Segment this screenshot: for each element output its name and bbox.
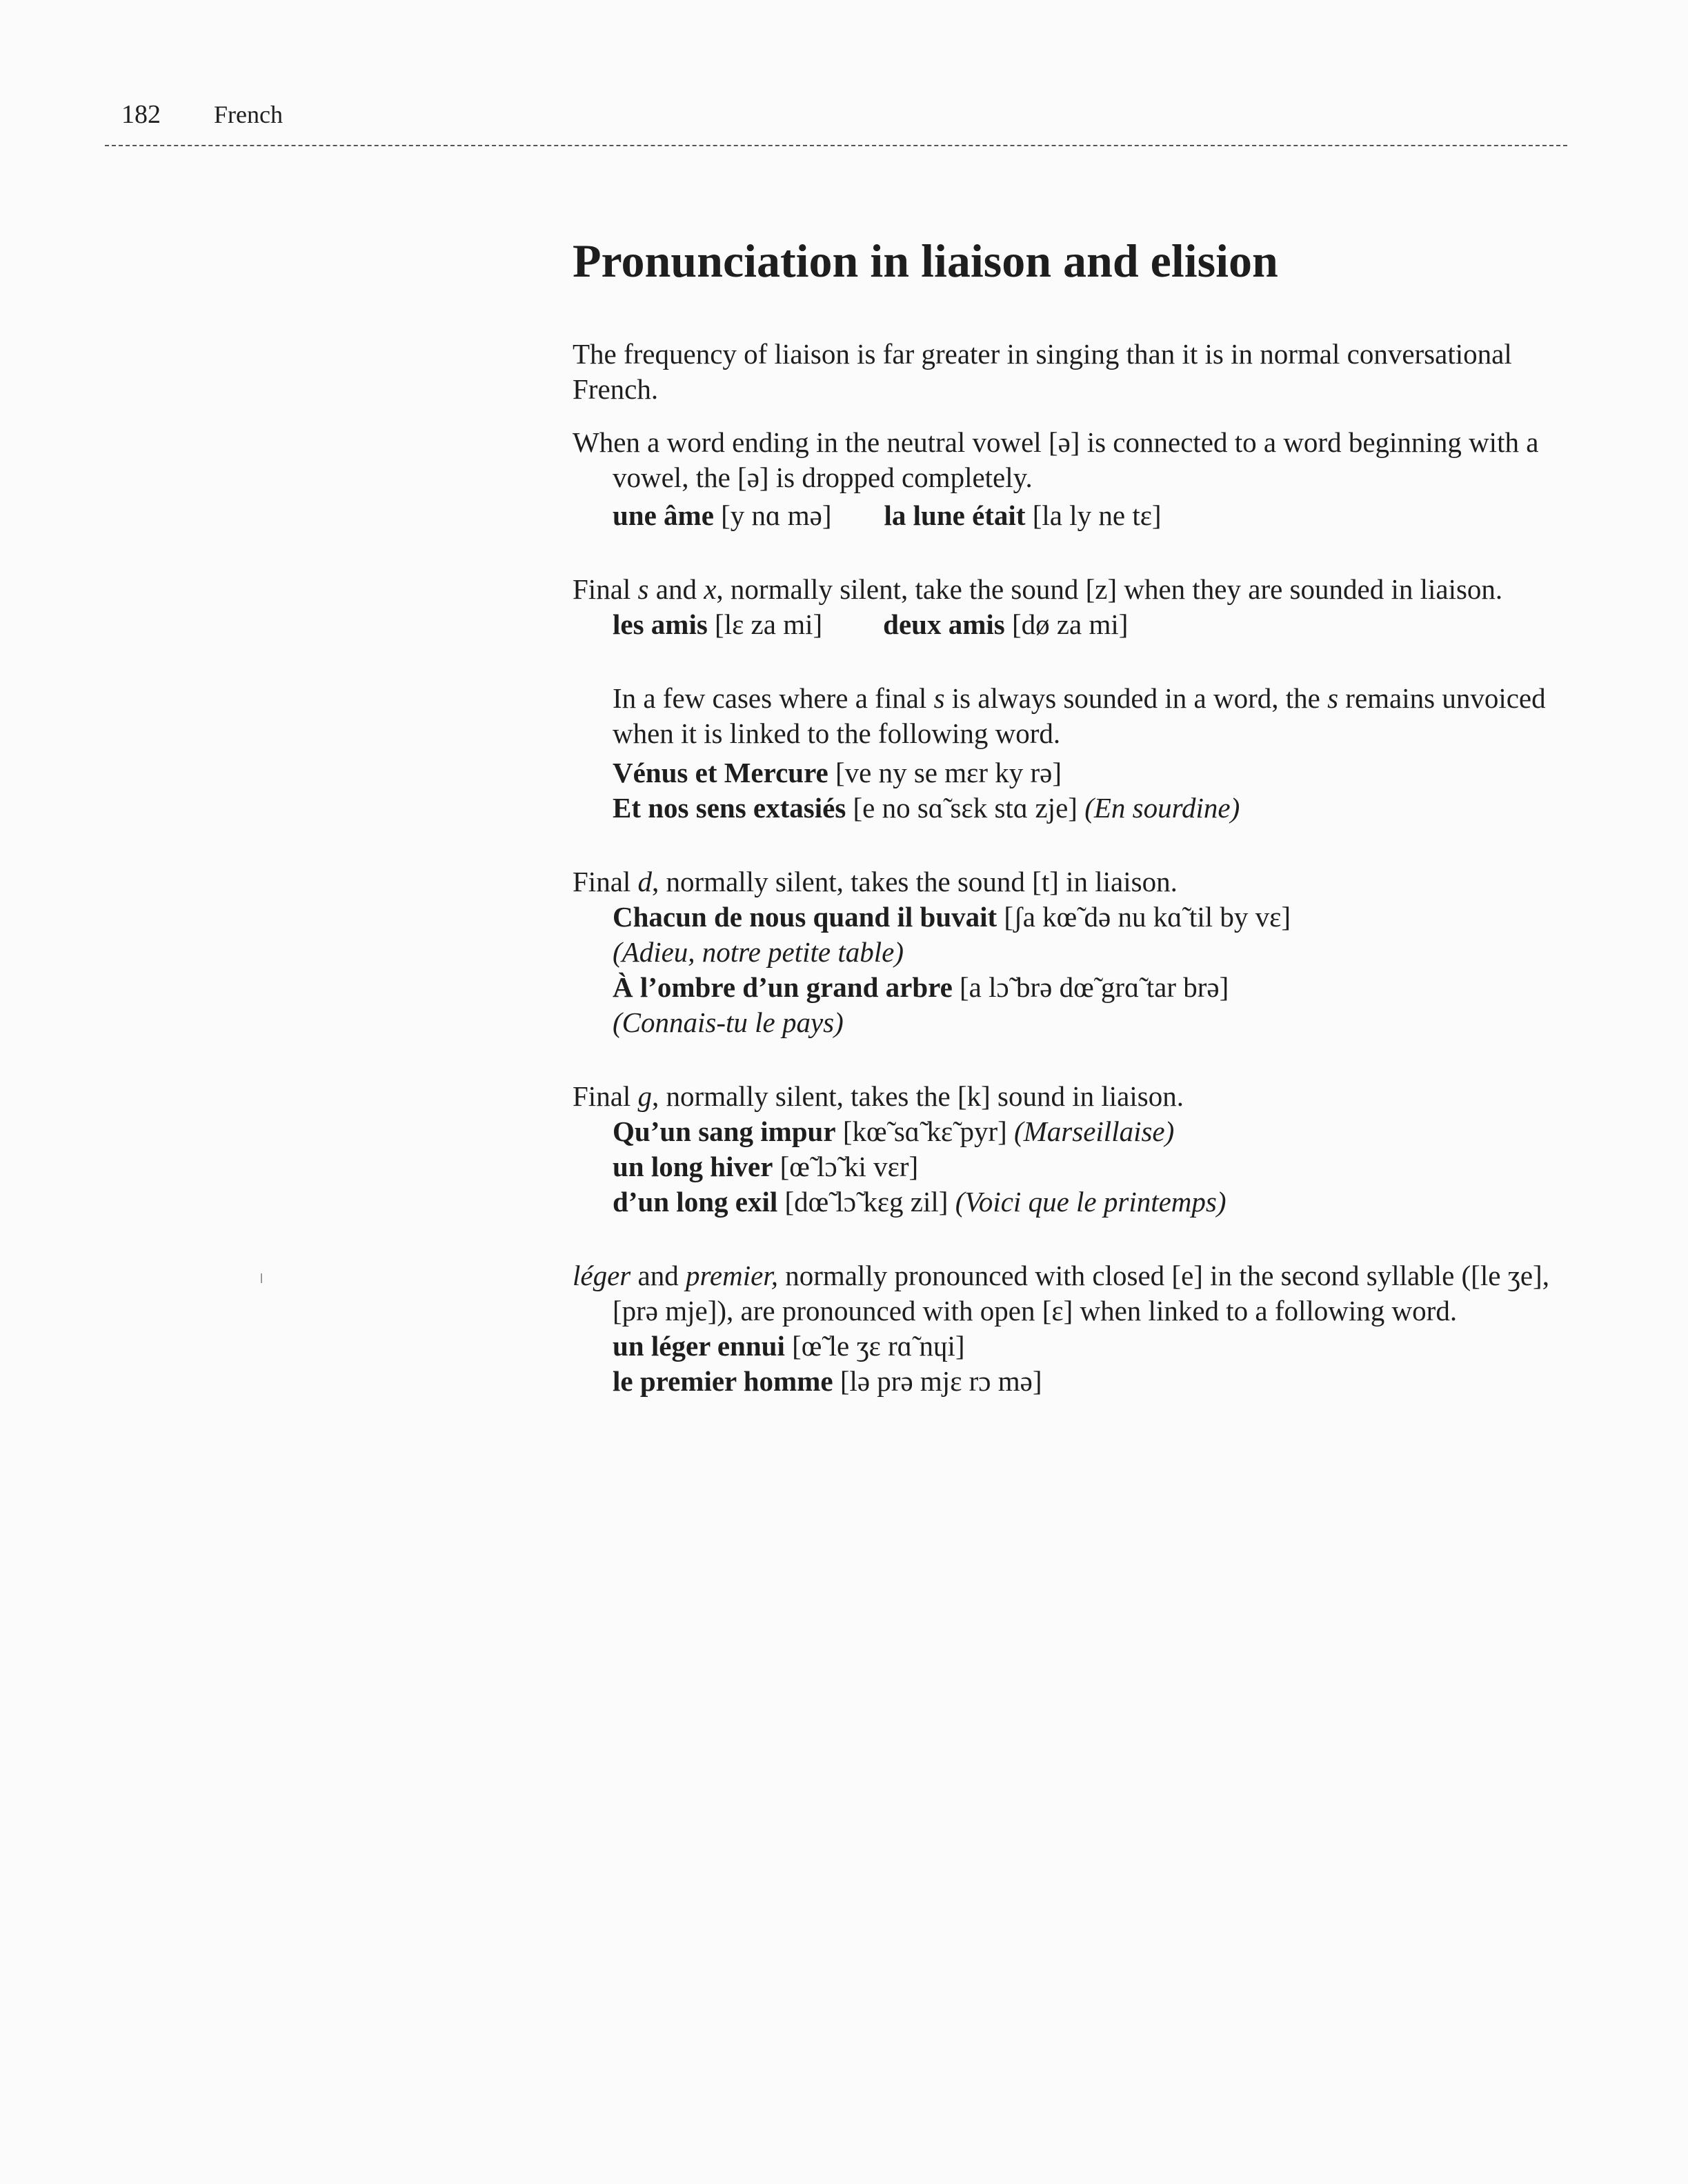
- example-word: une âme: [613, 499, 714, 531]
- final-g-rule: Final g, normally silent, takes the [k] sound in liaison.: [573, 1080, 1184, 1112]
- elision-examples: [573, 498, 1566, 533]
- header-rule: [105, 145, 1567, 146]
- example-line: Et nos sens extasiés [e no sɑ̃ sɛk stɑ zje] (En sourdine): [613, 792, 1240, 824]
- leger-premier-rule: léger and premier, normally pronounced with closed [e] in the second syllable ([le ʒe], [prə mje]), are pronounced with open [ɛ] when linked to a following word.: [573, 1260, 1549, 1327]
- example-ipa: [y nɑ mə]: [721, 499, 832, 531]
- elision-rule: When a word ending in the neutral vowel [ə] is connected to a word beginning with a vowel, the [ə] is dropped completely.: [573, 426, 1539, 493]
- intro-paragraph: The frequency of liaison is far greater in singing than it is in normal conversational French.: [573, 338, 1512, 405]
- example-line: le premier homme [lə prə mjɛ rɔ mə]: [613, 1365, 1042, 1397]
- running-title: French: [214, 101, 283, 128]
- example-word: deux amis: [883, 608, 1005, 640]
- final-s-rule: Final s and x, normally silent, take the sound [z] when they are sounded in liaison.: [573, 573, 1503, 605]
- example-line: d’un long exil [dœ̃ lɔ̃ kɛg zil] (Voici que le printemps): [613, 1186, 1227, 1218]
- final-s-quotes: [573, 755, 1566, 826]
- example-source: (Adieu, notre petite table): [613, 936, 904, 968]
- example-line: un long hiver [œ̃ lɔ̃ ki vɛr]: [613, 1151, 919, 1182]
- final-d-examples: [573, 900, 1566, 1040]
- example-ipa: [dø za mi]: [1011, 608, 1129, 640]
- section-title: Pronunciation in liaison and elision: [573, 235, 1278, 287]
- page-header: [121, 94, 283, 135]
- example-line: un léger ennui [œ̃ le ʒɛ rɑ̃ nɥi]: [613, 1330, 965, 1362]
- example-ipa: [la ly ne tɛ]: [1032, 499, 1162, 531]
- margin-mark: [261, 1273, 262, 1283]
- example-ipa: [lɛ za mi]: [715, 608, 823, 640]
- example-line: Chacun de nous quand il buvait [ʃa kœ̃ də nu kɑ̃ til by vɛ]: [613, 901, 1291, 933]
- final-d-rule: Final d, normally silent, takes the sound [t] in liaison.: [573, 866, 1178, 897]
- final-g-examples: [573, 1114, 1566, 1220]
- page-number: 182: [121, 100, 161, 129]
- example-word: les amis: [613, 608, 708, 640]
- main-content: [573, 233, 1566, 1399]
- example-line: Qu’un sang impur [kœ̃ sɑ̃ kɛ̃ pyr] (Marseillaise): [613, 1115, 1175, 1147]
- example-word: la lune était: [884, 499, 1026, 531]
- example-source: (Connais-tu le pays): [613, 1006, 844, 1038]
- example-line: À l’ombre d’un grand arbre [a lɔ̃ brə dœ̃ grɑ̃ tar brə]: [613, 971, 1229, 1003]
- example-line: Vénus et Mercure [ve ny se mɛr ky rə]: [613, 757, 1062, 788]
- final-s-note: In a few cases where a final s is always sounded in a word, the s remains unvoiced when it is linked to the following word.: [613, 682, 1546, 749]
- final-s-examples: [573, 607, 1566, 642]
- leger-premier-examples: [573, 1329, 1566, 1399]
